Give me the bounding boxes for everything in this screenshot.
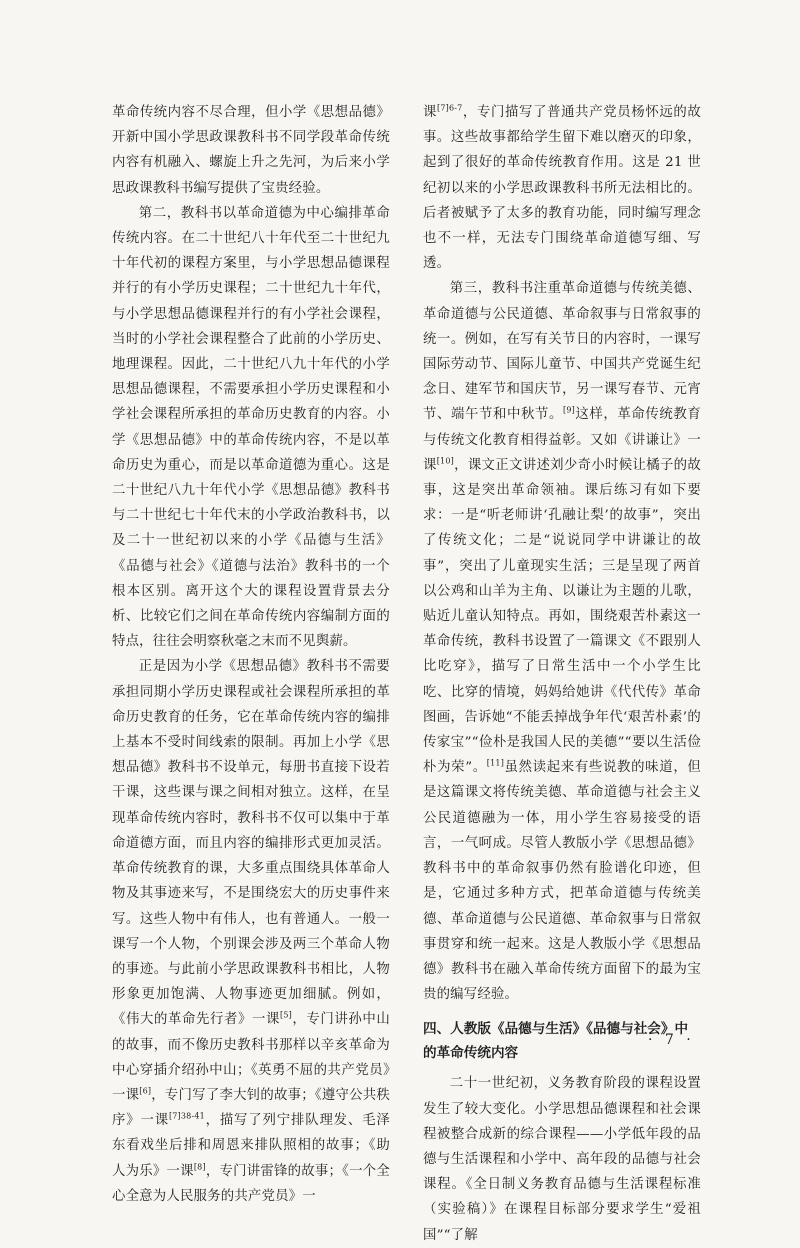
section-heading: 四、人教版《品德与生活》《品德与社会》中的革命传统内容 (423, 1021, 689, 1062)
right-column (423, 100, 701, 1248)
paragraph: 正是因为小学《思想品德》教科书不需要承担同期小学历史课程或社会课程所承担的革命历史教育的任务，它在革命传统内容的编排上基本不受时间线索的限制。再加上小学《思想品德》教科书不设单元，每册书直接下设若干课，这些课与课之间相对独立。这样，在呈现革命传统内容时，教科书不仅可以集中于革命道德方面，而且内容的编排形式更加灵活。革命传统教育的课，大多重点围绕具体革命人物及其事迹来写，不是围绕宏大的历史事件来写。这些人物中有伟人，也有普通人。一般一课写一个人物，个别课会涉及两三个革命人物的事迹。与此前小学思政课教科书相比，人物形象更加饱满、人物事迹更加细腻。例如，《伟大的革命先行者》一课[5]，专门讲孙中山的故事，而不像历史教科书那样以辛亥革命为中心穿插介绍孙中山；《英勇不屈的共产党员》一课[6]，专门写了李大钊的故事；《遵守公共秩序》一课$^{[7]38-41}$，描写了列宁排队理发、毛泽东看戏坐后排和周恩来排队照相的故事；《助人为乐》一课[8]，专门讲雷锋的故事；《一个全心全意为人民服务的共产党员》一 (112, 659, 390, 1204)
paragraph-continued: 课$^{[7]6-7}$，专门描写了普通共产党员杨怀远的故事。这些故事都给学生留下难以磨灭的印象，起到了很好的革命传统教育作用。这是 21 世纪初以来的小学思政课教科书所无法相比的。后者被赋予了太多的教育功能，同时编写理念也不一样，无法专门围绕革命道德写细、写透。 (423, 103, 702, 272)
citation-marker: [11] (486, 758, 505, 768)
citation-marker: [6] (139, 1086, 152, 1096)
citation-marker: [8] (193, 1162, 206, 1172)
left-column (112, 100, 390, 1209)
citation-marker: [5] (280, 1010, 292, 1020)
paragraph-continued: 革命传统内容不尽合理，但小学《思想品德》开新中国小学思政课教科书不同学段革命传统内容有机融入、螺旋上升之先河，为后来小学思政课教科书编写提供了宝贵经验。 (112, 105, 390, 196)
citation-marker: [9] (563, 405, 575, 415)
paragraph: 第三，教科书注重革命道德与传统美德、革命道德与公民道德、革命叙事与日常叙事的统一。例如，在写有关节日的内容时，一课写国际劳动节、国际儿童节、中国共产党诞生纪念日、建军节和国庆节，另一课写春节、元宵节、端午节和中秋节。[9]这样，革命传统教育与传统文化教育相得益彰。又如《讲谦让》一课[10]，课文正文讲述刘少奇小时候让橘子的故事，这是突出革命领袖。课后练习有如下要求：一是“听老师讲‘孔融让梨’的故事”，突出了传统文化；二是“说说同学中讲谦让的故事”，突出了儿童现实生活；三是呈现了两首以公鸡和山羊为主角、以谦让为主题的儿歌，贴近儿童认知特点。再如，围绕艰苦朴素这一革命传统，教科书设置了一篇课文《不跟别人比吃穿》，描写了日常生活中一个小学生比吃、比穿的情境，妈妈给她讲《代代传》革命图画，告诉她“不能丢掉战争年代‘艰苦朴素’的传家宝”“俭朴是我国人民的美德”“要以生活俭朴为荣”。[11]虽然读起来有些说教的味道，但是这篇课文将传统美德、革命道德与社会主义公民道德融为一体，用小学生容易接受的语言，一气呵成。尽管人教版小学《思想品德》教科书中的革命叙事仍然有脸谱化印迹，但是，它通过多种方式，把革命道德与传统美德、革命道德与公民道德、革命叙事与日常叙事贯穿和统一起来。这是人教版小学《思想品德》教科书在融入革命传统方面留下的最为宝贵的编写经验。 (423, 281, 701, 1003)
citation-marker: [7]38-41 (168, 1111, 205, 1121)
page-number: · 7 · (648, 1032, 695, 1048)
paragraph: 第二，教科书以革命道德为中心编排革命传统内容。在二十世纪八十年代至二十世纪九十年代初的课程方案里，与小学思想品德课程并行的有小学历史课程；二十世纪九十年代，与小学思想品德课程并行的有小学社会课程，当时的小学社会课程整合了此前的小学历史、地理课程。因此，二十世纪八九十年代的小学思想品德课程，不需要承担小学历史课程和小学社会课程所承担的革命历史教育的内容。小学《思想品德》中的革命传统内容，不是以革命历史为重心，而是以革命道德为重心。这是二十世纪八九十年代小学《思想品德》教科书与二十世纪七十年代末的小学政治教科书，以及二十一世纪初以来的小学《品德与生活》《品德与社会》《道德与法治》教科书的一个根本区别。离开这个大的课程设置背景去分析、比较它们之间在革命传统内容编制方面的特点，往往会明察秋毫之末而不见舆薪。 (112, 205, 390, 650)
paragraph: 二十一世纪初，义务教育阶段的课程设置发生了较大变化。小学思想品德课程和社会课程被整合成新的综合课程——小学低年段的品德与生活课程和小学中、高年段的品德与社会课程。《全日制义务教育品德与生活课程标准（实验稿）》在课程目标部分要求学生“爱祖国”“了解 (423, 1076, 701, 1243)
citation-marker: [7]6-7 (437, 103, 463, 113)
citation-marker: [10] (436, 456, 454, 466)
